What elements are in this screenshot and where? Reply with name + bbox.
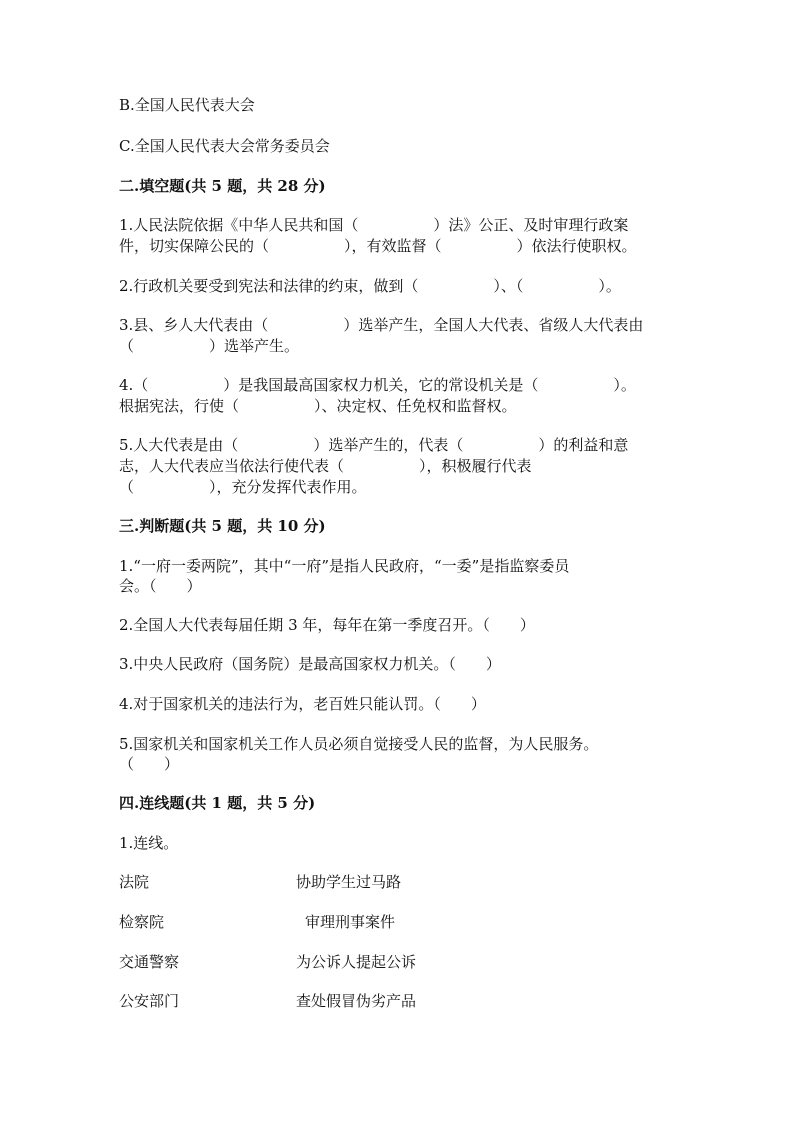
matching-question-1: 1.连线。 — [119, 834, 179, 852]
fill-question-3-line-2: （ ）选举产生。 — [119, 337, 300, 355]
matching-left-item: 检察院 — [119, 913, 165, 931]
fill-question-4-line-1: 4.（ ）是我国最高国家权力机关，它的常设机关是（ ）。 — [119, 376, 636, 394]
fill-question-3-line-1: 3.县、乡人大代表由（ ）选举产生，全国人大代表、省级人大代表由 — [119, 316, 644, 334]
fill-question-2-line-1: 2.行政机关要受到宪法和法律的约束，做到（ ）、（ ）。 — [119, 277, 621, 295]
matching-left-item: 公安部门 — [119, 992, 180, 1010]
matching-right-item: 审理刑事案件 — [305, 913, 396, 931]
judge-question-1-line-2: 会。（ ） — [119, 577, 202, 595]
judge-question-5-line-2: （ ） — [119, 755, 180, 773]
judge-question-4-line-1: 4.对于国家机关的违法行为，老百姓只能认罚。（ ） — [119, 695, 486, 713]
section-heading-true-false: 三.判断题(共 5 题，共 10 分) — [119, 517, 326, 535]
choice-option-b: B.全国人民代表大会 — [119, 96, 255, 114]
fill-question-5-line-2: 志，人大代表应当依法行使代表（ ），积极履行代表 — [119, 457, 532, 475]
fill-question-1-line-2: 件，切实保障公民的（ ），有效监督（ ）依法行使职权。 — [119, 237, 637, 255]
matching-left-item: 法院 — [119, 873, 150, 891]
matching-right-item: 为公诉人提起公诉 — [296, 953, 417, 971]
judge-question-2-line-1: 2.全国人大代表每届任期 3 年，每年在第一季度召开。（ ） — [119, 616, 535, 634]
matching-left-item: 交通警察 — [119, 953, 180, 971]
fill-question-4-line-2: 根据宪法，行使（ ）、决定权、任免权和监督权。 — [119, 397, 517, 415]
fill-question-5-line-1: 5.人大代表是由（ ）选举产生的，代表（ ）的利益和意 — [119, 436, 629, 454]
judge-question-1-line-1: 1.“一府一委两院”，其中“一府”是指人民政府，“一委”是指监察委员 — [119, 557, 570, 575]
fill-question-5-line-3: （ ），充分发挥代表作用。 — [119, 478, 367, 496]
matching-right-item: 协助学生过马路 — [296, 873, 402, 891]
matching-right-item: 查处假冒伪劣产品 — [296, 992, 417, 1010]
judge-question-5-line-1: 5.国家机关和国家机关工作人员必须自觉接受人民的监督，为人民服务。 — [119, 735, 599, 753]
section-heading-matching: 四.连线题(共 1 题，共 5 分) — [119, 794, 316, 812]
judge-question-3-line-1: 3.中央人民政府（国务院）是最高国家权力机关。（ ） — [119, 655, 501, 673]
section-heading-fill-in: 二.填空题(共 5 题，共 28 分) — [119, 177, 326, 195]
choice-option-c: C.全国人民代表大会常务委员会 — [119, 137, 330, 155]
fill-question-1-line-1: 1.人民法院依据《中华人民共和国（ ）法》公正、及时审理行政案 — [119, 216, 629, 234]
